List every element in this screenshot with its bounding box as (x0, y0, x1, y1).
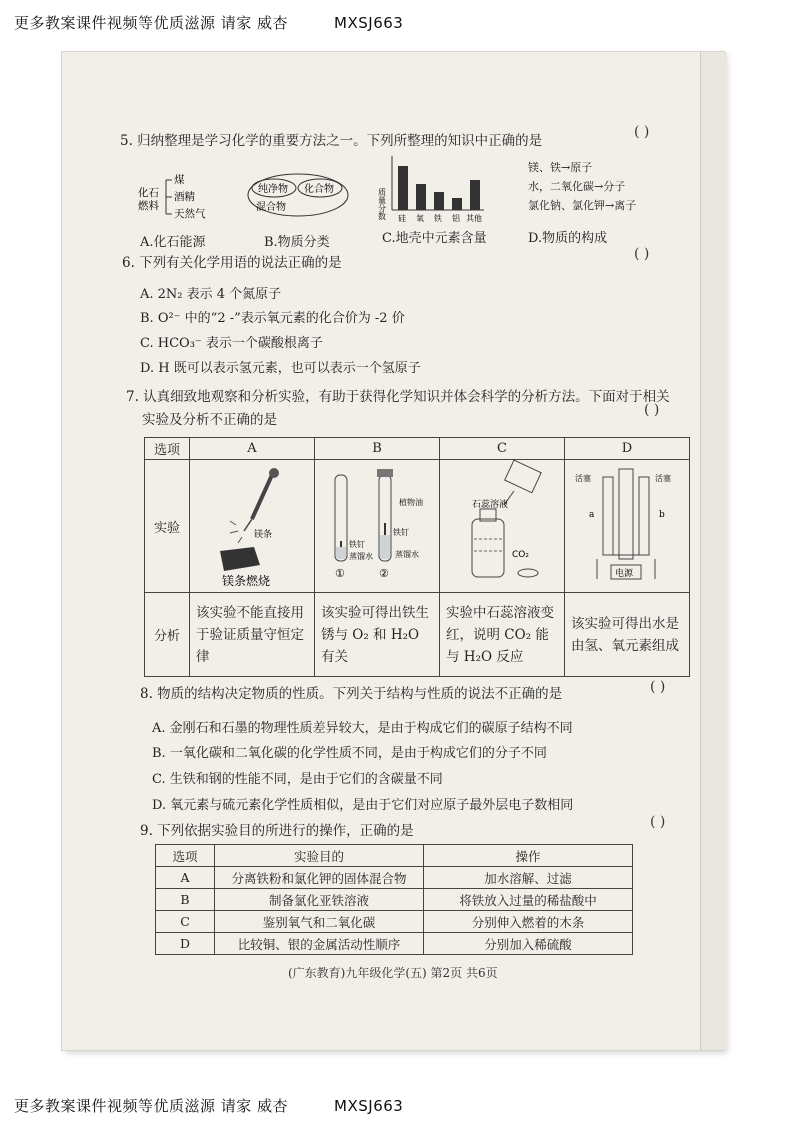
table-header-row (156, 845, 633, 867)
q6-answer-paren: ( ) (634, 246, 650, 262)
header-operation: 操作 (424, 845, 633, 867)
q5-fig-d-line: 氯化钠、氯化钾→离子 (528, 199, 637, 212)
bottom-banner (14, 1095, 403, 1116)
svg-text:②: ② (379, 567, 389, 580)
svg-text:活塞: 活塞 (655, 474, 671, 483)
header-d: D (565, 438, 690, 460)
header-purpose: 实验目的 (215, 845, 424, 867)
top-banner (14, 12, 403, 33)
cell-operation: 分别加入稀硫酸 (424, 933, 633, 955)
q9-stem: 9. 下列依据实验目的所进行的操作，正确的是 (140, 823, 414, 839)
q5-fig-a-svg (138, 172, 238, 222)
cell-purpose: 制备氯化亚铁溶液 (215, 889, 424, 911)
q8-option-c: C. 生铁和钢的性能不同，是由于它们的含碳量不同 (152, 772, 443, 787)
magnesium-burning-figure (192, 461, 312, 587)
q5-fig-a-item: 天然气 (174, 208, 206, 220)
q6-option-d: D. H 既可以表示氢元素，也可以表示一个氢原子 (140, 361, 421, 376)
svg-text:硅: 硅 (398, 214, 406, 223)
q5-fig-a-item: 酒精 (174, 191, 195, 203)
q5-fig-classification (246, 172, 350, 222)
analysis-b: 该实验可得出铁生锈与 O₂ 和 H₂O 有关 (315, 593, 440, 677)
table-row (156, 867, 633, 889)
svg-text:植物油: 植物油 (399, 498, 423, 507)
analysis-d: 该实验可得出水是由氢、氧元素组成 (565, 593, 690, 677)
q5-option-d: D.物质的构成 (528, 231, 608, 246)
cell-operation: 分别伸入燃着的木条 (424, 911, 633, 933)
svg-text:①: ① (335, 567, 345, 580)
cell-purpose: 鉴别氧气和二氧化碳 (215, 911, 424, 933)
banner-text: 更多教案课件视频等优质滋源 请家 威杏 (14, 14, 289, 32)
q5-fig-a-left: 化石 (138, 187, 159, 199)
header-c: C (440, 438, 565, 460)
row-label-experiment: 实验 (145, 460, 190, 593)
bar-oxygen (416, 184, 426, 210)
q7-stem-cont: 实验及分析不正确的是 (142, 412, 277, 428)
row-label-analysis: 分析 (145, 593, 190, 677)
svg-text:活塞: 活塞 (575, 474, 591, 483)
iron-rust-figure (317, 461, 437, 587)
q5-option-b: B.物质分类 (264, 235, 330, 250)
svg-text:蒸馏水: 蒸馏水 (395, 550, 419, 559)
q6-option-c: C. HCO₃⁻ 表示一个碳酸根离子 (140, 336, 323, 351)
q5-fig-crust-elements (377, 154, 490, 228)
svg-text:镁条: 镁条 (254, 530, 273, 540)
q5-option-c: C.地壳中元素含量 (382, 231, 487, 246)
cell-purpose: 分离铁粉和氯化钾的固体混合物 (215, 867, 424, 889)
svg-text:铁钉: 铁钉 (393, 528, 409, 537)
q5-fig-d-line: 镁、铁→原子 (528, 161, 593, 174)
svg-text:燃料: 燃料 (138, 200, 159, 212)
water-electrolysis-figure (567, 461, 687, 587)
q6-option-a: A. 2N₂ 表示 4 个氮原子 (140, 287, 282, 302)
svg-text:铁: 铁 (434, 214, 442, 223)
q5-stem: 5. 归纳整理是学习化学的重要方法之一。下列所整理的知识中正确的是 (120, 133, 543, 149)
q5-fig-b-mixture: 混合物 (256, 202, 286, 213)
q5-fig-fossil-fuels (138, 172, 238, 226)
svg-text:b: b (659, 510, 665, 520)
header-a: A (190, 438, 315, 460)
svg-text:氧: 氧 (416, 214, 424, 223)
svg-text:其他: 其他 (466, 214, 482, 223)
svg-text:a: a (589, 510, 595, 520)
banner-code: MXSJ663 (334, 1097, 404, 1115)
q5-fig-a-item: 煤 (174, 174, 185, 186)
bar-iron (434, 192, 444, 210)
q6-stem: 6. 下列有关化学用语的说法正确的是 (122, 255, 342, 271)
co2-litmus-figure (442, 461, 562, 587)
q5-fig-c-ylabel: 质量分数 (377, 188, 387, 220)
table-row-experiment (145, 460, 690, 593)
q8-answer-paren: ( ) (650, 679, 666, 695)
page-footer: (广东教育)九年级化学(五) 第2页 共6页 (288, 966, 498, 980)
banner-code: MXSJ663 (334, 14, 404, 32)
q8-option-b: B. 一氧化碳和二氧化碳的化学性质不同，是由于构成它们的分子不同 (152, 746, 547, 761)
svg-text:铝: 铝 (452, 214, 460, 223)
svg-text:电源: 电源 (615, 569, 634, 579)
cell-operation: 加水溶解、过滤 (424, 867, 633, 889)
table-row (156, 933, 633, 955)
experiment-d-cell (565, 460, 690, 593)
cell-option: C (156, 911, 215, 933)
bar-aluminum (452, 198, 462, 210)
bar-other (470, 180, 480, 210)
svg-text:石蕊溶液: 石蕊溶液 (472, 500, 509, 510)
q5-answer-paren: ( ) (634, 124, 650, 140)
banner-text: 更多教案课件视频等优质滋源 请家 威杏 (14, 1097, 289, 1115)
analysis-a: 该实验不能直接用于验证质量守恒定律 (190, 593, 315, 677)
q5-fig-composition (528, 158, 636, 215)
header-b: B (315, 438, 440, 460)
q8-option-d: D. 氧元素与硫元素化学性质相似，是由于它们对应原子最外层电子数相同 (152, 798, 574, 813)
header-option: 选项 (156, 845, 215, 867)
experiment-a-cell (190, 460, 315, 593)
experiment-c-cell (440, 460, 565, 593)
table-row-analysis (145, 593, 690, 677)
q8-option-a: A. 金刚石和石墨的物理性质差异较大，是由于构成它们的碳原子结构不同 (152, 721, 573, 736)
q9-answer-paren: ( ) (650, 814, 666, 830)
q9-operations-table (155, 844, 633, 955)
svg-text:CO₂: CO₂ (512, 550, 529, 560)
svg-text:镁条燃烧: 镁条燃烧 (222, 574, 271, 588)
q7-answer-paren: ( ) (644, 402, 660, 418)
cell-purpose: 比较铜、银的金属活动性顺序 (215, 933, 424, 955)
cell-option: A (156, 867, 215, 889)
cell-operation: 将铁放入过量的稀盐酸中 (424, 889, 633, 911)
q5-option-a: A.化石能源 (140, 235, 206, 250)
table-row (156, 911, 633, 933)
cell-option: B (156, 889, 215, 911)
svg-text:铁钉: 铁钉 (349, 540, 365, 549)
table-row (156, 889, 633, 911)
header-option: 选项 (145, 438, 190, 460)
q5-fig-d-line: 水，二氧化碳→分子 (528, 180, 626, 193)
q5-fig-b-pure: 纯净物 (258, 184, 288, 195)
q5-fig-b-compound: 化合物 (304, 184, 334, 195)
q7-experiment-table (144, 437, 690, 677)
q6-option-b: B. O²⁻ 中的“2 -”表示氧元素的化合价为 -2 价 (140, 311, 405, 326)
q8-stem: 8. 物质的结构决定物质的性质。下列关于结构与性质的说法不正确的是 (140, 686, 563, 702)
experiment-b-cell (315, 460, 440, 593)
q7-stem: 7. 认真细致地观察和分析实验，有助于获得化学知识并体会科学的分析方法。下面对于相关 (126, 389, 670, 405)
table-header-row (145, 438, 690, 460)
paper-edge (700, 52, 727, 1050)
svg-text:蒸馏水: 蒸馏水 (349, 552, 373, 561)
bar-silicon (398, 166, 408, 210)
analysis-c: 实验中石蕊溶液变红，说明 CO₂ 能与 H₂O 反应 (440, 593, 565, 677)
cell-option: D (156, 933, 215, 955)
